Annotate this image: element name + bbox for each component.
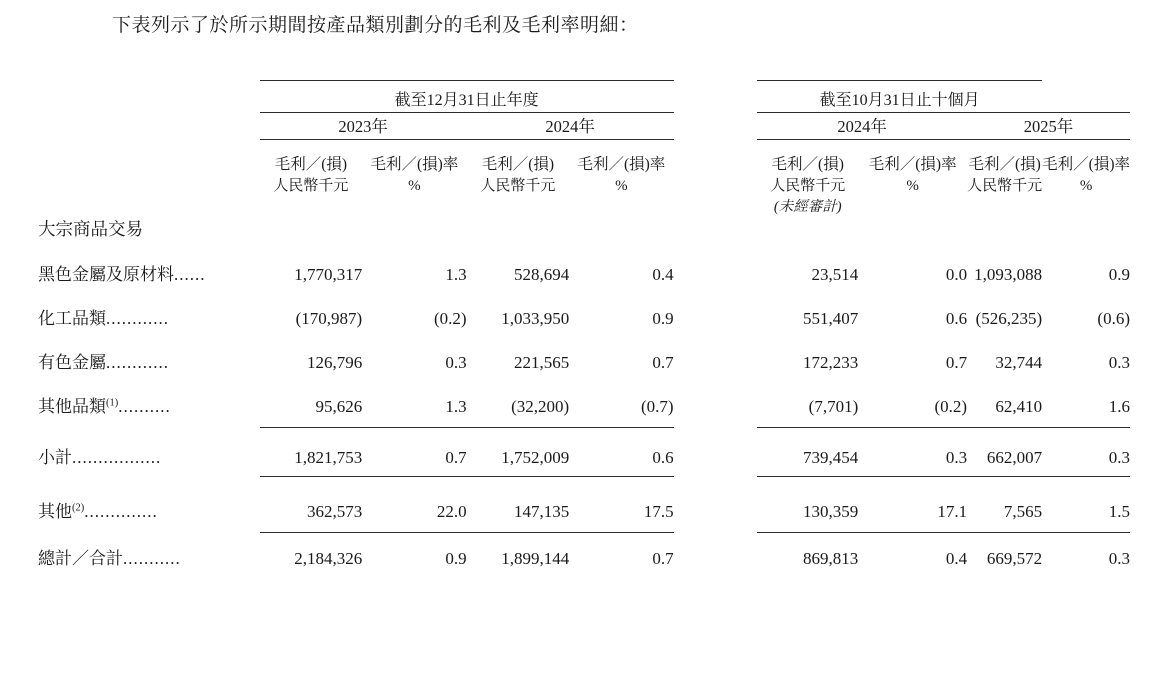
total-label: [38, 533, 260, 569]
cell-3-2: (32,200): [511, 397, 570, 416]
unit-1: 人民幣千元: [273, 178, 349, 194]
total-dots: ...........: [123, 548, 181, 568]
total-cell-2: 1,899,144: [501, 548, 570, 568]
colhead-3: 毛利／(損): [481, 156, 555, 173]
total-cell-0: 2,184,326: [294, 548, 363, 568]
table-row: [38, 329, 1130, 373]
subtotal-label: [38, 428, 260, 468]
colhead-6: 毛利／(損)率: [868, 156, 957, 173]
colhead-2: 毛利／(損)率: [370, 156, 459, 173]
total-rule-4: [569, 522, 673, 533]
subtotal-rule-row: [38, 417, 1130, 428]
cell-0-5: 0.0: [945, 265, 968, 284]
subtotal-rule-8: [1042, 417, 1130, 428]
row-footnote-3: (1): [106, 397, 119, 409]
cell-0-7: 0.9: [1108, 265, 1130, 284]
total-rule-2: [362, 522, 466, 533]
cell-1-5: 0.6: [945, 309, 968, 328]
row-dots-3: ..........: [118, 397, 171, 416]
total-rule-6: [858, 522, 967, 533]
total-cell-1: 0.9: [445, 548, 467, 568]
total-cell-5: 0.4: [945, 548, 968, 568]
cell-3-6: 62,410: [995, 397, 1043, 416]
subtotal-rule-4: [569, 417, 673, 428]
cell-3-7: 1.6: [1108, 397, 1130, 416]
cell-0-2: 528,694: [513, 265, 570, 284]
cell-1-1: (0.2): [434, 309, 467, 328]
subtotal-rule-3: [467, 417, 570, 428]
cell-3-1: 1.3: [445, 397, 467, 416]
subtotal-rule-6: [858, 417, 967, 428]
row-label-text-0: 黑色金屬及原材料: [38, 265, 174, 284]
row-label-3: [38, 373, 260, 417]
cell-1-4: 551,407: [803, 309, 859, 328]
unit-row: [38, 174, 1130, 195]
total-cell-6: 669,572: [986, 548, 1043, 568]
subtotal-label-text: 小計: [38, 447, 72, 467]
cell-2-1: 0.3: [445, 353, 467, 372]
group-header-fy: 截至12月31日止年度: [394, 92, 539, 109]
cell-1-0: (170,987): [295, 309, 363, 328]
subtotal-rule-5: [757, 417, 858, 428]
cell-3-4: (7,701): [808, 397, 859, 416]
cell-0-4: 23,514: [811, 265, 859, 284]
subtotal-cell-5: 0.3: [945, 447, 968, 467]
cell-1-3: 0.9: [652, 309, 674, 328]
year-2024-tm: 2024年: [837, 117, 887, 136]
unit-5: 人民幣千元: [770, 178, 846, 194]
other-cell-3: 17.5: [643, 502, 674, 521]
post-subtotal-rule-7: [967, 468, 1042, 477]
other-cell-6: 7,565: [1003, 502, 1043, 521]
post-subtotal-rule-8: [1042, 468, 1130, 477]
cell-0-1: 1.3: [445, 265, 467, 284]
cell-2-2: 221,565: [513, 353, 570, 372]
other-cell-2: 147,135: [513, 502, 570, 521]
cell-2-4: 172,233: [803, 353, 859, 372]
cell-0-3: 0.4: [652, 265, 674, 284]
cell-2-0: 126,796: [306, 353, 363, 372]
section-title: 大宗商品交易: [38, 219, 143, 239]
total-cell-3: 0.7: [652, 548, 674, 568]
row-dots-1: ............: [106, 309, 169, 328]
post-subtotal-rule-1: [260, 468, 363, 477]
other-cell-4: 130,359: [803, 502, 859, 521]
year-2023: 2023年: [338, 117, 388, 136]
subtotal-rule-1: [260, 417, 363, 428]
other-cell-1: 22.0: [436, 502, 467, 521]
post-subtotal-rule-row: [38, 468, 1130, 477]
cell-1-6: (526,235): [975, 309, 1043, 328]
column-header-row: [38, 140, 1130, 175]
subtotal-cell-3: 0.6: [652, 447, 674, 467]
subtotal-dots: .................: [72, 447, 162, 467]
other-cell-0: 362,573: [306, 502, 363, 521]
other-cell-7: 1.5: [1108, 502, 1130, 521]
unit-7: 人民幣千元: [967, 178, 1043, 194]
colhead-5: 毛利／(損): [771, 156, 844, 173]
unit-6: %: [906, 178, 919, 194]
row-dots-2: ............: [106, 353, 169, 372]
subtotal-cell-2: 1,752,009: [501, 447, 570, 467]
unit-4: %: [615, 178, 628, 194]
total-label-text: 總計／合計: [38, 548, 123, 568]
colhead-4: 毛利／(損)率: [577, 156, 666, 173]
row-label-2: [38, 329, 260, 373]
subtotal-cell-7: 0.3: [1108, 447, 1130, 467]
unit-3: 人民幣千元: [480, 178, 556, 194]
other-cell-5: 17.1: [937, 502, 968, 521]
other-dots: ..............: [84, 502, 158, 521]
row-dots-0: ......: [174, 265, 206, 284]
table-row: [38, 241, 1130, 285]
row-label-0: [38, 241, 260, 285]
other-label: [38, 476, 260, 522]
post-subtotal-rule-3: [467, 468, 570, 477]
unaudited-note: (未經審計): [773, 199, 842, 215]
subtotal-row: [38, 428, 1130, 468]
unaudited-row: [38, 195, 1130, 216]
cell-0-6: 1,093,088: [974, 265, 1043, 284]
total-rule-7: [967, 522, 1042, 533]
group-header-tenmonths: 截至10月31日止十個月: [819, 92, 980, 109]
cell-3-5: (0.2): [934, 397, 968, 416]
group-header-row: [38, 81, 1130, 111]
cell-1-2: 1,033,950: [501, 309, 570, 328]
unit-8: %: [1079, 178, 1093, 194]
subtotal-cell-0: 1,821,753: [294, 447, 363, 467]
colhead-8: 毛利／(損)率: [1042, 156, 1130, 173]
cell-2-7: 0.3: [1108, 353, 1130, 372]
total-row: [38, 533, 1130, 569]
subtotal-rule-7: [967, 417, 1042, 428]
total-rule-row: [38, 522, 1130, 533]
total-rule-3: [467, 522, 570, 533]
cell-3-0: 95,626: [315, 397, 363, 416]
post-subtotal-rule-5: [757, 468, 858, 477]
post-subtotal-rule-4: [569, 468, 673, 477]
year-2025-tm: 2025年: [1023, 117, 1074, 136]
cell-2-5: 0.7: [945, 353, 968, 372]
row-label-1: [38, 285, 260, 329]
total-rule-1: [260, 522, 363, 533]
cell-2-3: 0.7: [652, 353, 674, 372]
total-cell-7: 0.3: [1108, 548, 1130, 568]
other-row: [38, 476, 1130, 522]
intro-paragraph: 下表列示了於所示期間按產品類別劃分的毛利及毛利率明細：: [112, 15, 639, 36]
section-title-row: [38, 216, 1130, 241]
total-rule-5: [757, 522, 858, 533]
table-row: [38, 285, 1130, 329]
gross-profit-table: [38, 78, 1130, 569]
subtotal-cell-4: 739,454: [803, 447, 859, 467]
cell-3-3: (0.7): [640, 397, 674, 416]
row-label-text-3: 其他品類: [38, 397, 106, 416]
cell-1-7: (0.6): [1097, 309, 1130, 328]
total-cell-4: 869,813: [803, 548, 859, 568]
colhead-7: 毛利／(損): [968, 156, 1041, 173]
cell-0-0: 1,770,317: [294, 265, 363, 284]
table-row: [38, 373, 1130, 417]
year-header-row: [38, 113, 1130, 138]
subtotal-cell-6: 662,007: [986, 447, 1043, 467]
cell-2-6: 32,744: [995, 353, 1043, 372]
post-subtotal-rule-2: [362, 468, 466, 477]
subtotal-cell-1: 0.7: [445, 447, 467, 467]
row-label-text-1: 化工品類: [38, 309, 106, 328]
post-subtotal-rule-6: [858, 468, 967, 477]
unit-2: %: [408, 178, 421, 194]
year-2024-fy: 2024年: [545, 117, 595, 136]
subtotal-rule-2: [362, 417, 466, 428]
other-footnote: (2): [72, 502, 85, 514]
row-label-text-2: 有色金屬: [38, 353, 106, 372]
total-rule-8: [1042, 522, 1130, 533]
colhead-1: 毛利／(損): [274, 156, 348, 173]
other-label-text: 其他: [38, 502, 72, 521]
